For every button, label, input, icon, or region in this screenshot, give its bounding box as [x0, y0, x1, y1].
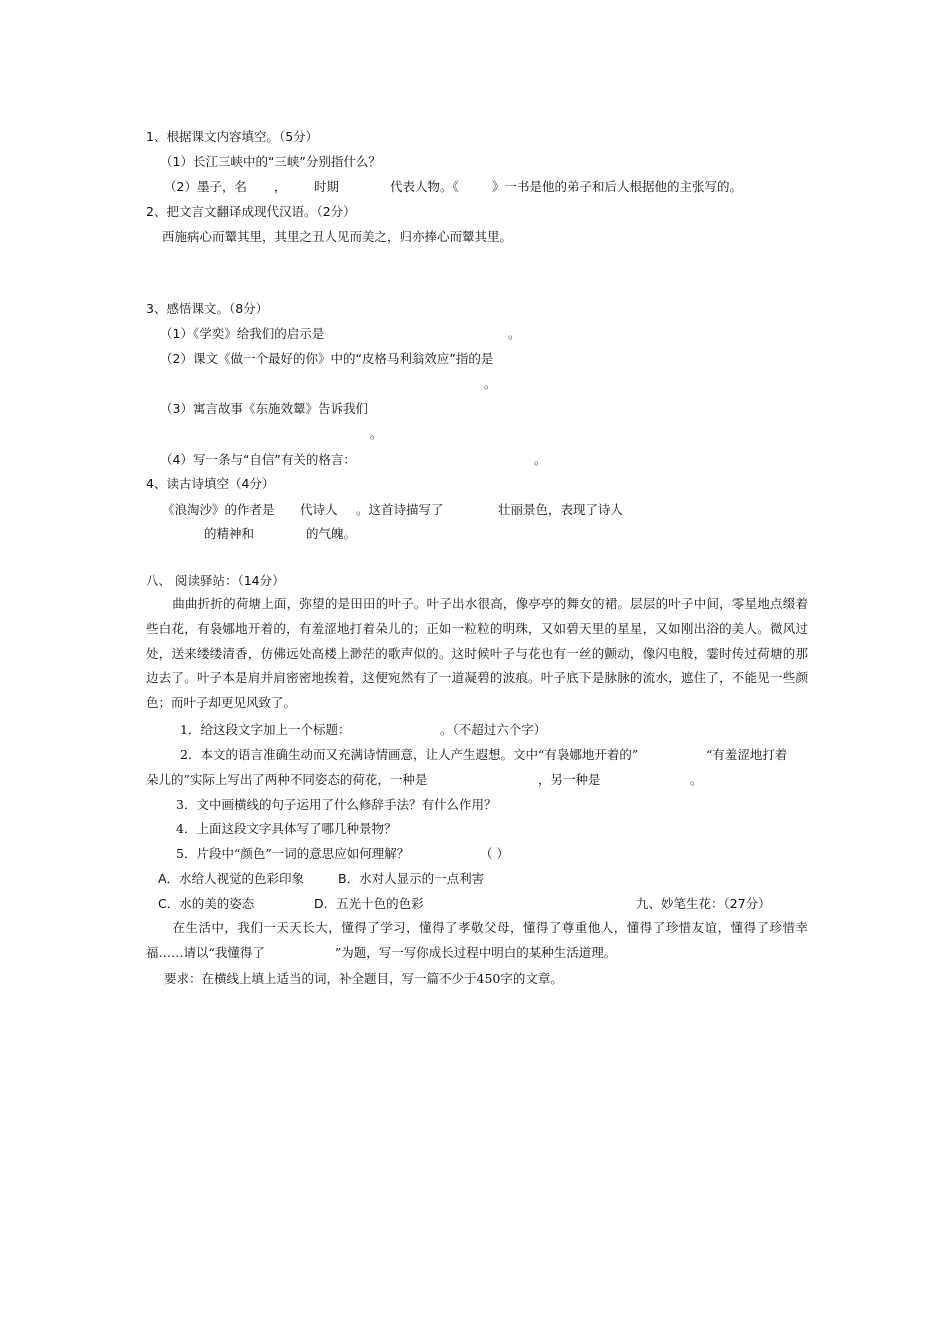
q3-item-4-end: 。 [534, 452, 547, 467]
q9-requirement: 要求：在横线上填上适当的词，补全题目，写一篇不少于450字的文章。 [164, 971, 563, 986]
q4-title: 4、读古诗填空（4分） [146, 476, 275, 491]
q3-item-1: （1）《学奕》给我们的启示是 [160, 326, 325, 341]
q8-passage [146, 592, 808, 716]
q3-item-1-end: 。 [508, 326, 521, 341]
q8-option-b: B．水对人显示的一点利害 [338, 871, 485, 886]
q1-item-2-part: 代表人物。《 [390, 179, 459, 194]
q1-item-1: （1）长江三峡中的“三峡”分别指什么？ [160, 154, 381, 169]
q8-sub-3: 3．文中画横线的句子运用了什么修辞手法？有什么作用？ [176, 797, 497, 812]
q4-line-2-part: 的气魄。 [306, 526, 357, 541]
q3-item-3-end: 。 [370, 426, 383, 441]
q8-sub-5-bracket: （ ） [480, 846, 509, 861]
q8-sub-5: 5．片段中“颜色”一词的意思应如何理解？ [176, 846, 410, 861]
q2-title: 2、把文言文翻译成现代汉语。（2分） [146, 204, 356, 219]
q9-prompt-text-end: ”为题，写一写你成长过程中明白的某种生活道理。 [334, 944, 617, 960]
q8-option-d: D．五光十色的色彩 [314, 896, 424, 911]
q3-item-4: （4）写一条与“自信”有关的格言： [160, 452, 356, 467]
q4-line-2-part: 的精神和 [204, 526, 255, 541]
q8-sub-4: 4．上面这段文字具体写了哪几种景物？ [176, 821, 397, 836]
q8-sub-2: 2．本文的语言准确生动而又充满诗情画意，让人产生遐想。文中“有袅娜地开着的” [180, 747, 639, 762]
q4-line-1-part: 。这首诗描写了 [356, 502, 444, 517]
q3-item-2: （2）课文《做一个最好的你》中的“皮格马利翁效应”指的是 [160, 351, 494, 366]
q8-passage-text: 曲曲折折的荷塘上面，弥望的是田田的叶子。叶子出水很高，像亭亭的舞女的裙。层层的叶子中间，零星地点缀着些白花，有袅娜地开着的，有羞涩地打着朵儿的；正如一粒粒的明珠，又如碧天里的星星，又如刚出浴的美人。微风过处，送来缕缕清香，仿佛远处高楼上渺茫的歌声似的。这时候叶子与花也有一丝的颤动，像闪电般，霎时传过荷塘的那边去了。叶子本是肩并肩密密地挨着，这便宛然有了一道凝碧的波痕。叶子底下是脉脉的流水，遮住了，不能见一些颜色；而叶子却更见风致了。 [146, 596, 808, 711]
q8-sub-2-cont: “有羞涩地打着 [706, 747, 788, 762]
q9-prompt-text: 在生活中，我们一天天长大，懂得了学习，懂得了孝敬父母，懂得了尊重他人，懂得了珍惜友谊，懂得了珍惜幸福……请以“我懂得了 [146, 920, 808, 960]
q8-option-c: C．水的美的姿态 [158, 896, 255, 911]
q3-item-2-end: 。 [484, 376, 497, 391]
q1-item-2-part: 时期 [314, 179, 340, 194]
q9-prompt [146, 916, 808, 966]
q2-text: 西施病心而颦其里，其里之丑人见而美之，归亦捧心而颦其里。 [162, 229, 513, 244]
q4-line-1-part: 壮丽景色，表现了诗人 [498, 502, 624, 517]
q8-sub-2-line2-part: ，另一种是 [538, 772, 601, 787]
q1-item-2-part: ， [274, 179, 287, 194]
q1-title: 1、根据课文内容填空。（5分） [146, 129, 319, 144]
q8-sub-1-end: 。（不超过六个字） [440, 722, 547, 737]
q1-item-2-part: （2）墨子，名 [164, 179, 247, 194]
q1-item-2-part: 》一书是他的弟子和后人根据他的主张写的。 [492, 179, 743, 194]
q4-line-1-part: 《浪淘沙》的作者是 [162, 502, 275, 517]
q8-sub-1: 1．给这段文字加上一个标题： [180, 722, 351, 737]
q8-title: 八、 阅读驿站：（14分） [146, 573, 285, 588]
q4-line-1-part: 代诗人 [300, 502, 338, 517]
q8-option-a: A．水给人视觉的色彩印象 [158, 871, 305, 886]
q8-sub-2-line2-end: 。 [690, 772, 703, 787]
q9-title: 九、妙笔生花：（27分） [636, 896, 771, 911]
q3-title: 3、感悟课文。（8分） [146, 301, 269, 316]
q8-sub-2-line2: 朵儿的”实际上写出了两种不同姿态的荷花，一种是 [146, 772, 428, 787]
q3-item-3: （3）寓言故事《东施效颦》告诉我们 [160, 401, 368, 416]
